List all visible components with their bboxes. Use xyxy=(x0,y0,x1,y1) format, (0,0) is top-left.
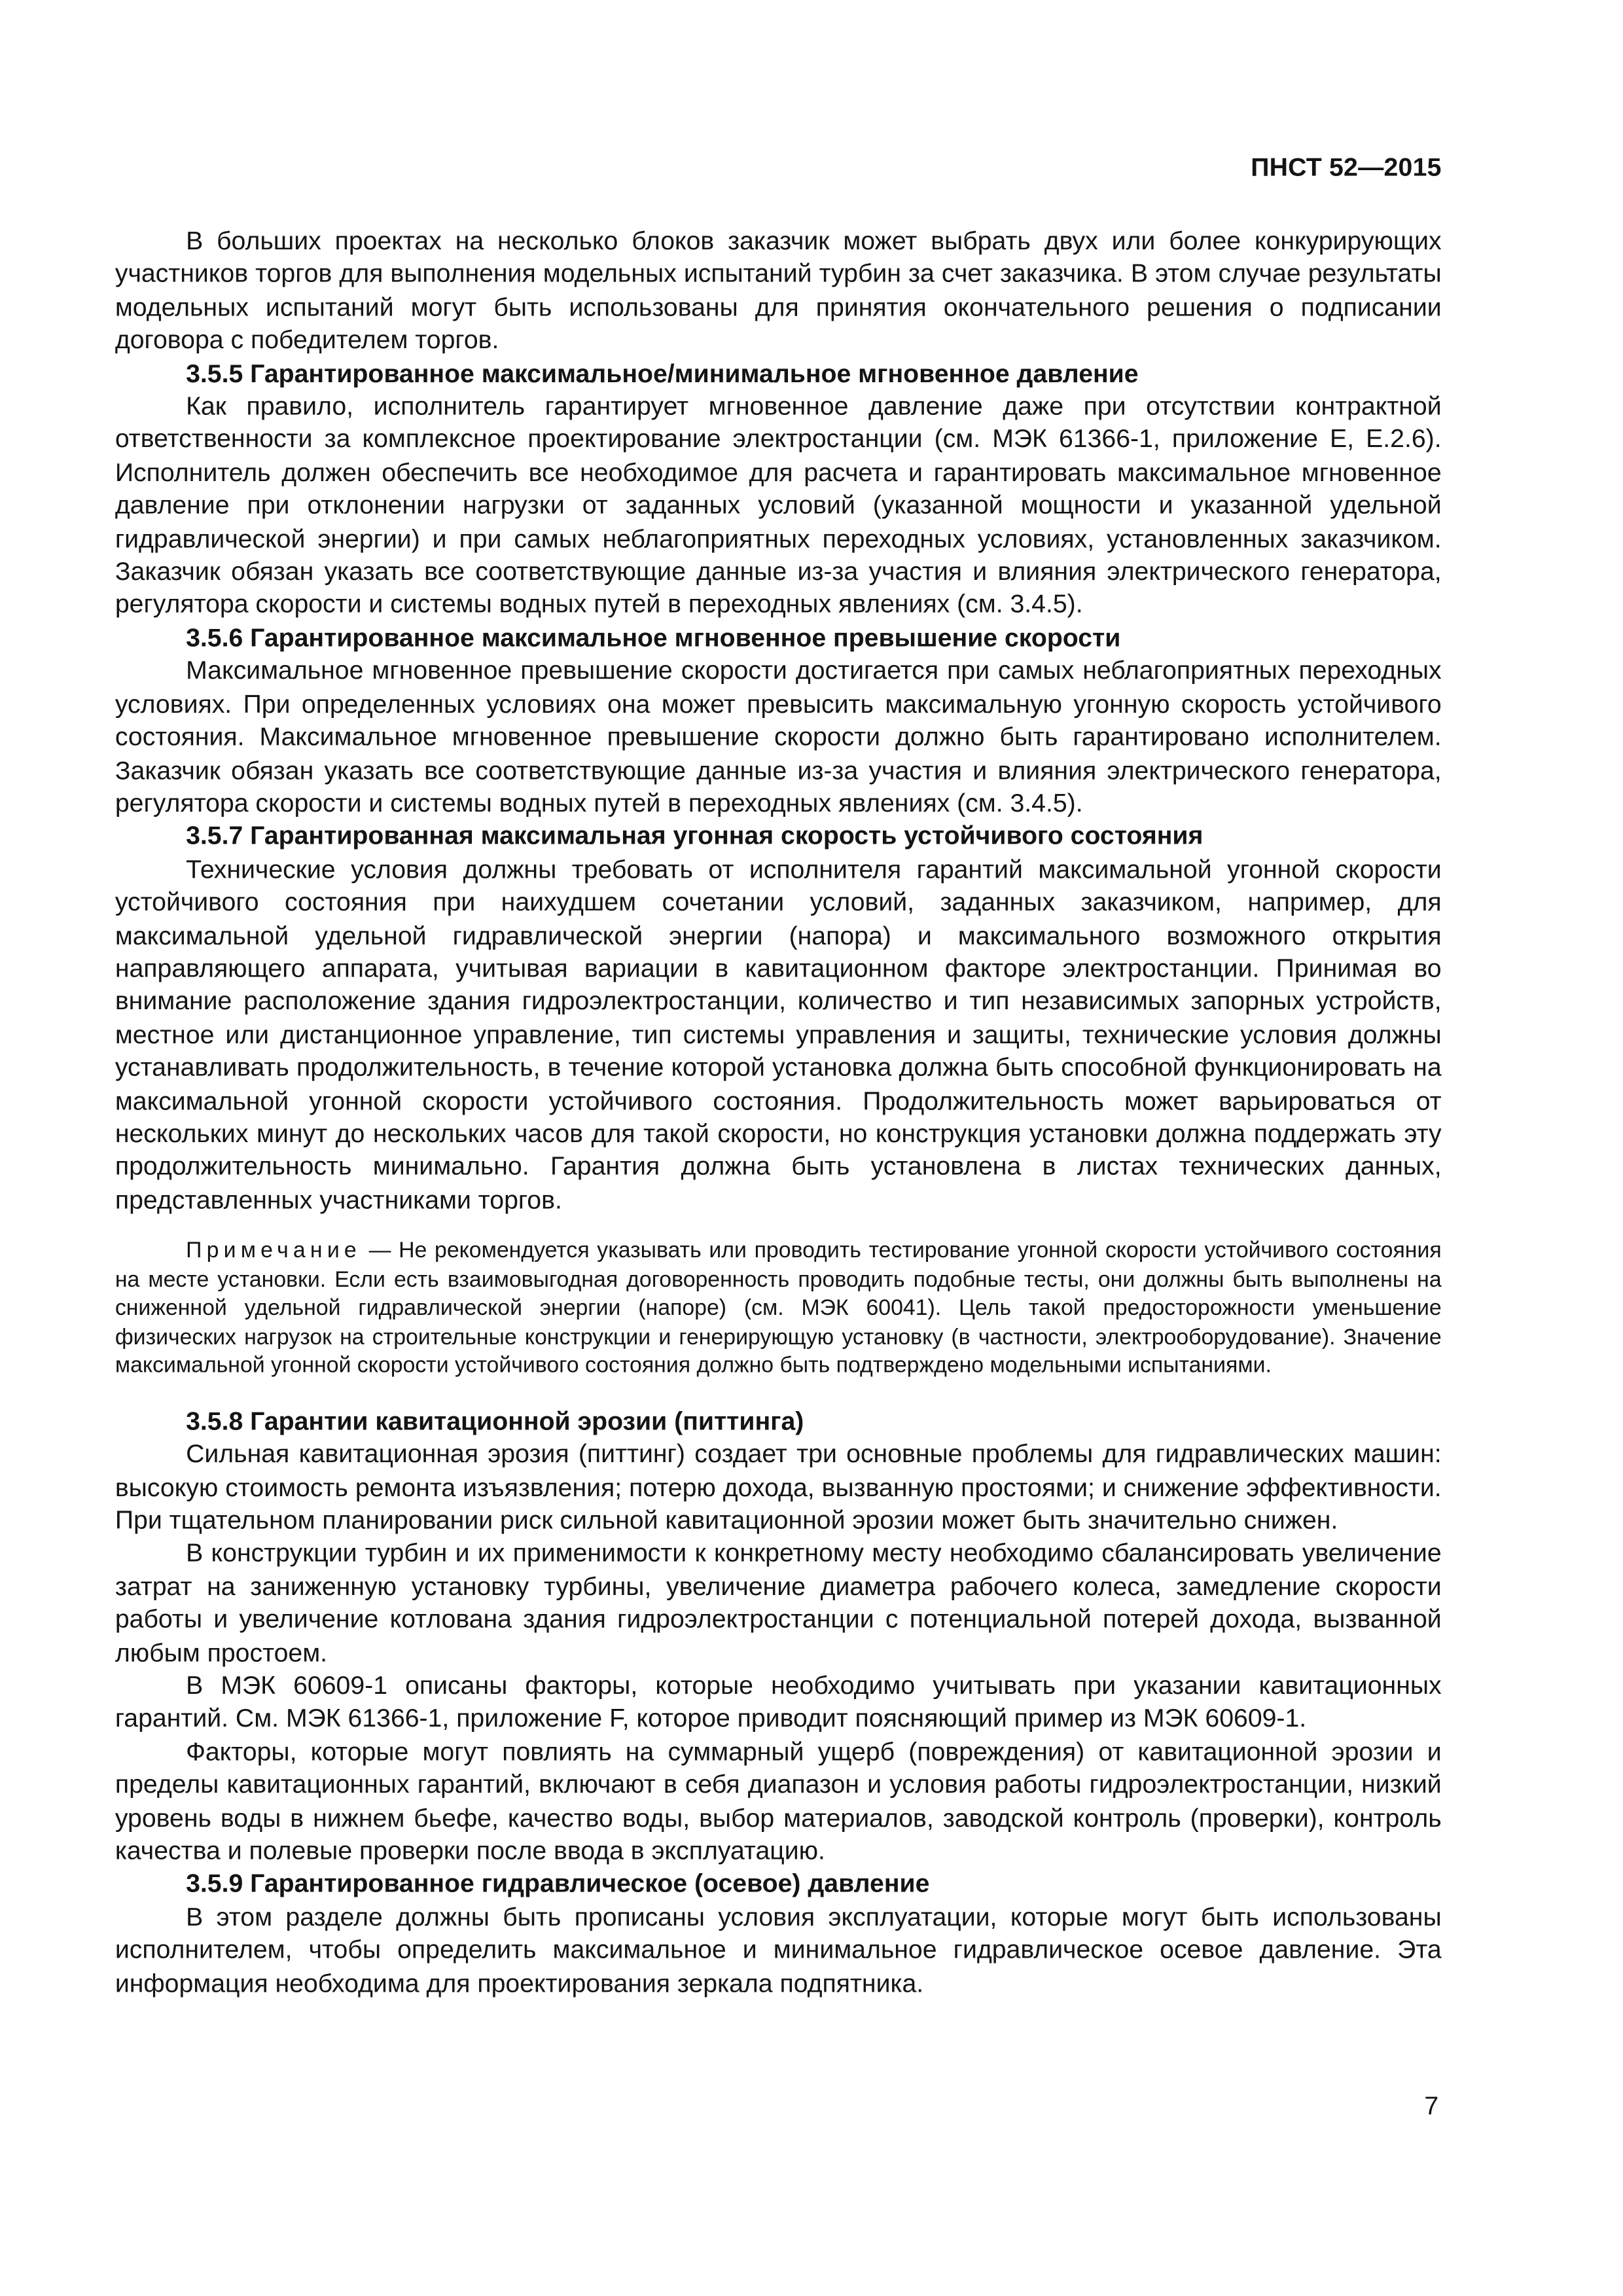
page-content xyxy=(115,224,1442,2000)
section-3-5-8-paragraph-2: В конструкции турбин и их применимости к конкретному месту необходимо сбалансировать увеличение затрат на заниженную установку турбины, увеличение диаметра рабочего колеса, замедление скорости работы и увеличение котлована здания гидроэлектростанции с потенциальной потерей дохода, вызванной любым простоем. xyxy=(115,1537,1442,1667)
section-3-5-5-paragraph: Как правило, исполнитель гарантирует мгновенное давление даже при отсутствии контрактной ответственности за комплексное проектирование электростанции (см. МЭК 61366-1, приложение Е, Е.2.6). Исполнитель должен обеспечить все необходимое для расчета и гарантировать максимальное мгновенное давление при отклонении нагрузки от заданных условий (указанной мощности и указанной удельной гидравлической энергии) и при самых неблагоприятных переходных условиях, установленных заказчиком. Заказчик обязан указать все соответствующие данные из-за участия и влияния электрического генератора, регулятора скорости и системы водных путей в переходных явлениях (см. 3.4.5). xyxy=(115,391,1442,619)
section-heading-3-5-5: 3.5.5 Гарантированное максимальное/минимальное мгновенное давление xyxy=(186,357,1139,388)
section-3-5-8-paragraph-3: В МЭК 60609-1 описаны факторы, которые необходимо учитывать при указании кавитационных гарантий. См. МЭК 61366-1, приложение F, которое приводит поясняющий пример из МЭК 60609-1. xyxy=(115,1670,1442,1733)
section-3-5-9-paragraph: В этом разделе должны быть прописаны условия эксплуатации, которые могут быть использованы исполнителем, чтобы определить максимальное и минимальное гидравлическое осевое давление. Эта информация необходима для проектирования зеркала подпятника. xyxy=(115,1901,1442,1998)
note-block xyxy=(115,1237,1442,1381)
section-3-5-6-paragraph: Максимальное мгновенное превышение скорости достигается при самых неблагоприятных переходных условиях. При определенных условиях она может превысить максимальную угонную скорость устойчивого состояния. Максимальное мгновенное превышение скорости должно быть гарантировано исполнителем. Заказчик обязан указать все соответствующие данные из-за участия и влияния электрического генератора, регулятора скорости и системы водных путей в переходных явлениях (см. 3.4.5). xyxy=(115,655,1442,817)
note-label: Примечание xyxy=(186,1238,361,1264)
section-3-5-8-paragraph-4: Факторы, которые могут повлиять на суммарный ущерб (повреждения) от кавитационной эрозии и пределы кавитационных гарантий, включают в себя диапазон и условия работы гидроэлектростанции, низкий уровень воды в нижнем бьефе, качество воды, выбор материалов, заводской контроль (проверки), контроль качества и полевые проверки после ввода в эксплуатацию. xyxy=(115,1736,1442,1865)
section-3-5-8-paragraph-1: Сильная кавитационная эрозия (питтинг) создает три основные проблемы для гидравлических машин: высокую стоимость ремонта изъязвления; потерю дохода, вызванную простоями; и снижение эффективности. При тщательном планировании риск сильной кавитационной эрозии может быть значительно снижен. xyxy=(115,1439,1442,1535)
section-heading-3-5-7: 3.5.7 Гарантированная максимальная угонная скорость устойчивого состояния xyxy=(186,821,1204,851)
section-heading-3-5-8: 3.5.8 Гарантии кавитационной эрозии (питтинга) xyxy=(186,1405,804,1435)
section-heading-3-5-6: 3.5.6 Гарантированное максимальное мгновенное превышение скорости xyxy=(186,622,1121,653)
note-text: — Не рекомендуется указывать или проводить тестирование угонной скорости устойчивого состояния на месте установки. Если есть взаимовыгодная договоренность проводить подобные тесты, они должны быть выполнены на сниженной удельной гидравлической энергии (напоре) (см. МЭК 60041). Цель такой предосторожности уменьшение физических нагрузок на строительные конструкции и генерирующую установку (в частности, электрооборудование). Значение максимальной угонной скорости устойчивого состояния должно быть подтверждено модельными испытаниями. xyxy=(115,1238,1442,1379)
page-number: 7 xyxy=(1424,2090,1439,2121)
intro-paragraph: В больших проектах на несколько блоков заказчик может выбрать двух или более конкурирующих участников торгов для выполнения модельных испытаний турбин за счет заказчика. В этом случае результаты модельных испытаний могут быть использованы для принятия окончательного решения о подписании договора с победителем торгов. xyxy=(115,225,1442,355)
document-number-header: ПНСТ 52—2015 xyxy=(1251,152,1442,182)
section-heading-3-5-9: 3.5.9 Гарантированное гидравлическое (осевое) давление xyxy=(186,1869,930,1899)
section-3-5-7-paragraph: Технические условия должны требовать от исполнителя гарантий максимальной угонной скорости устойчивого состояния при наихудшем сочетании условий, заданных заказчиком, например, для максимальной удельной гидравлической энергии (напора) и максимального возможного открытия направляющего аппарата, учитывая вариации в кавитационном факторе электростанции. Принимая во внимание расположение здания гидроэлектростанции, количество и тип независимых запорных устройств, местное или дистанционное управление, тип системы управления и защиты, технические условия должны устанавливать продолжительность, в течение которой установка должна быть способной функционировать на максимальной угонной скорости устойчивого состояния. Продолжительность может варьироваться от нескольких минут до нескольких часов для такой скорости, но конструкция установки должна поддержать эту продолжительность минимально. Гарантия должна быть установлена в листах технических данных, представленных участниками торгов. xyxy=(115,853,1442,1214)
